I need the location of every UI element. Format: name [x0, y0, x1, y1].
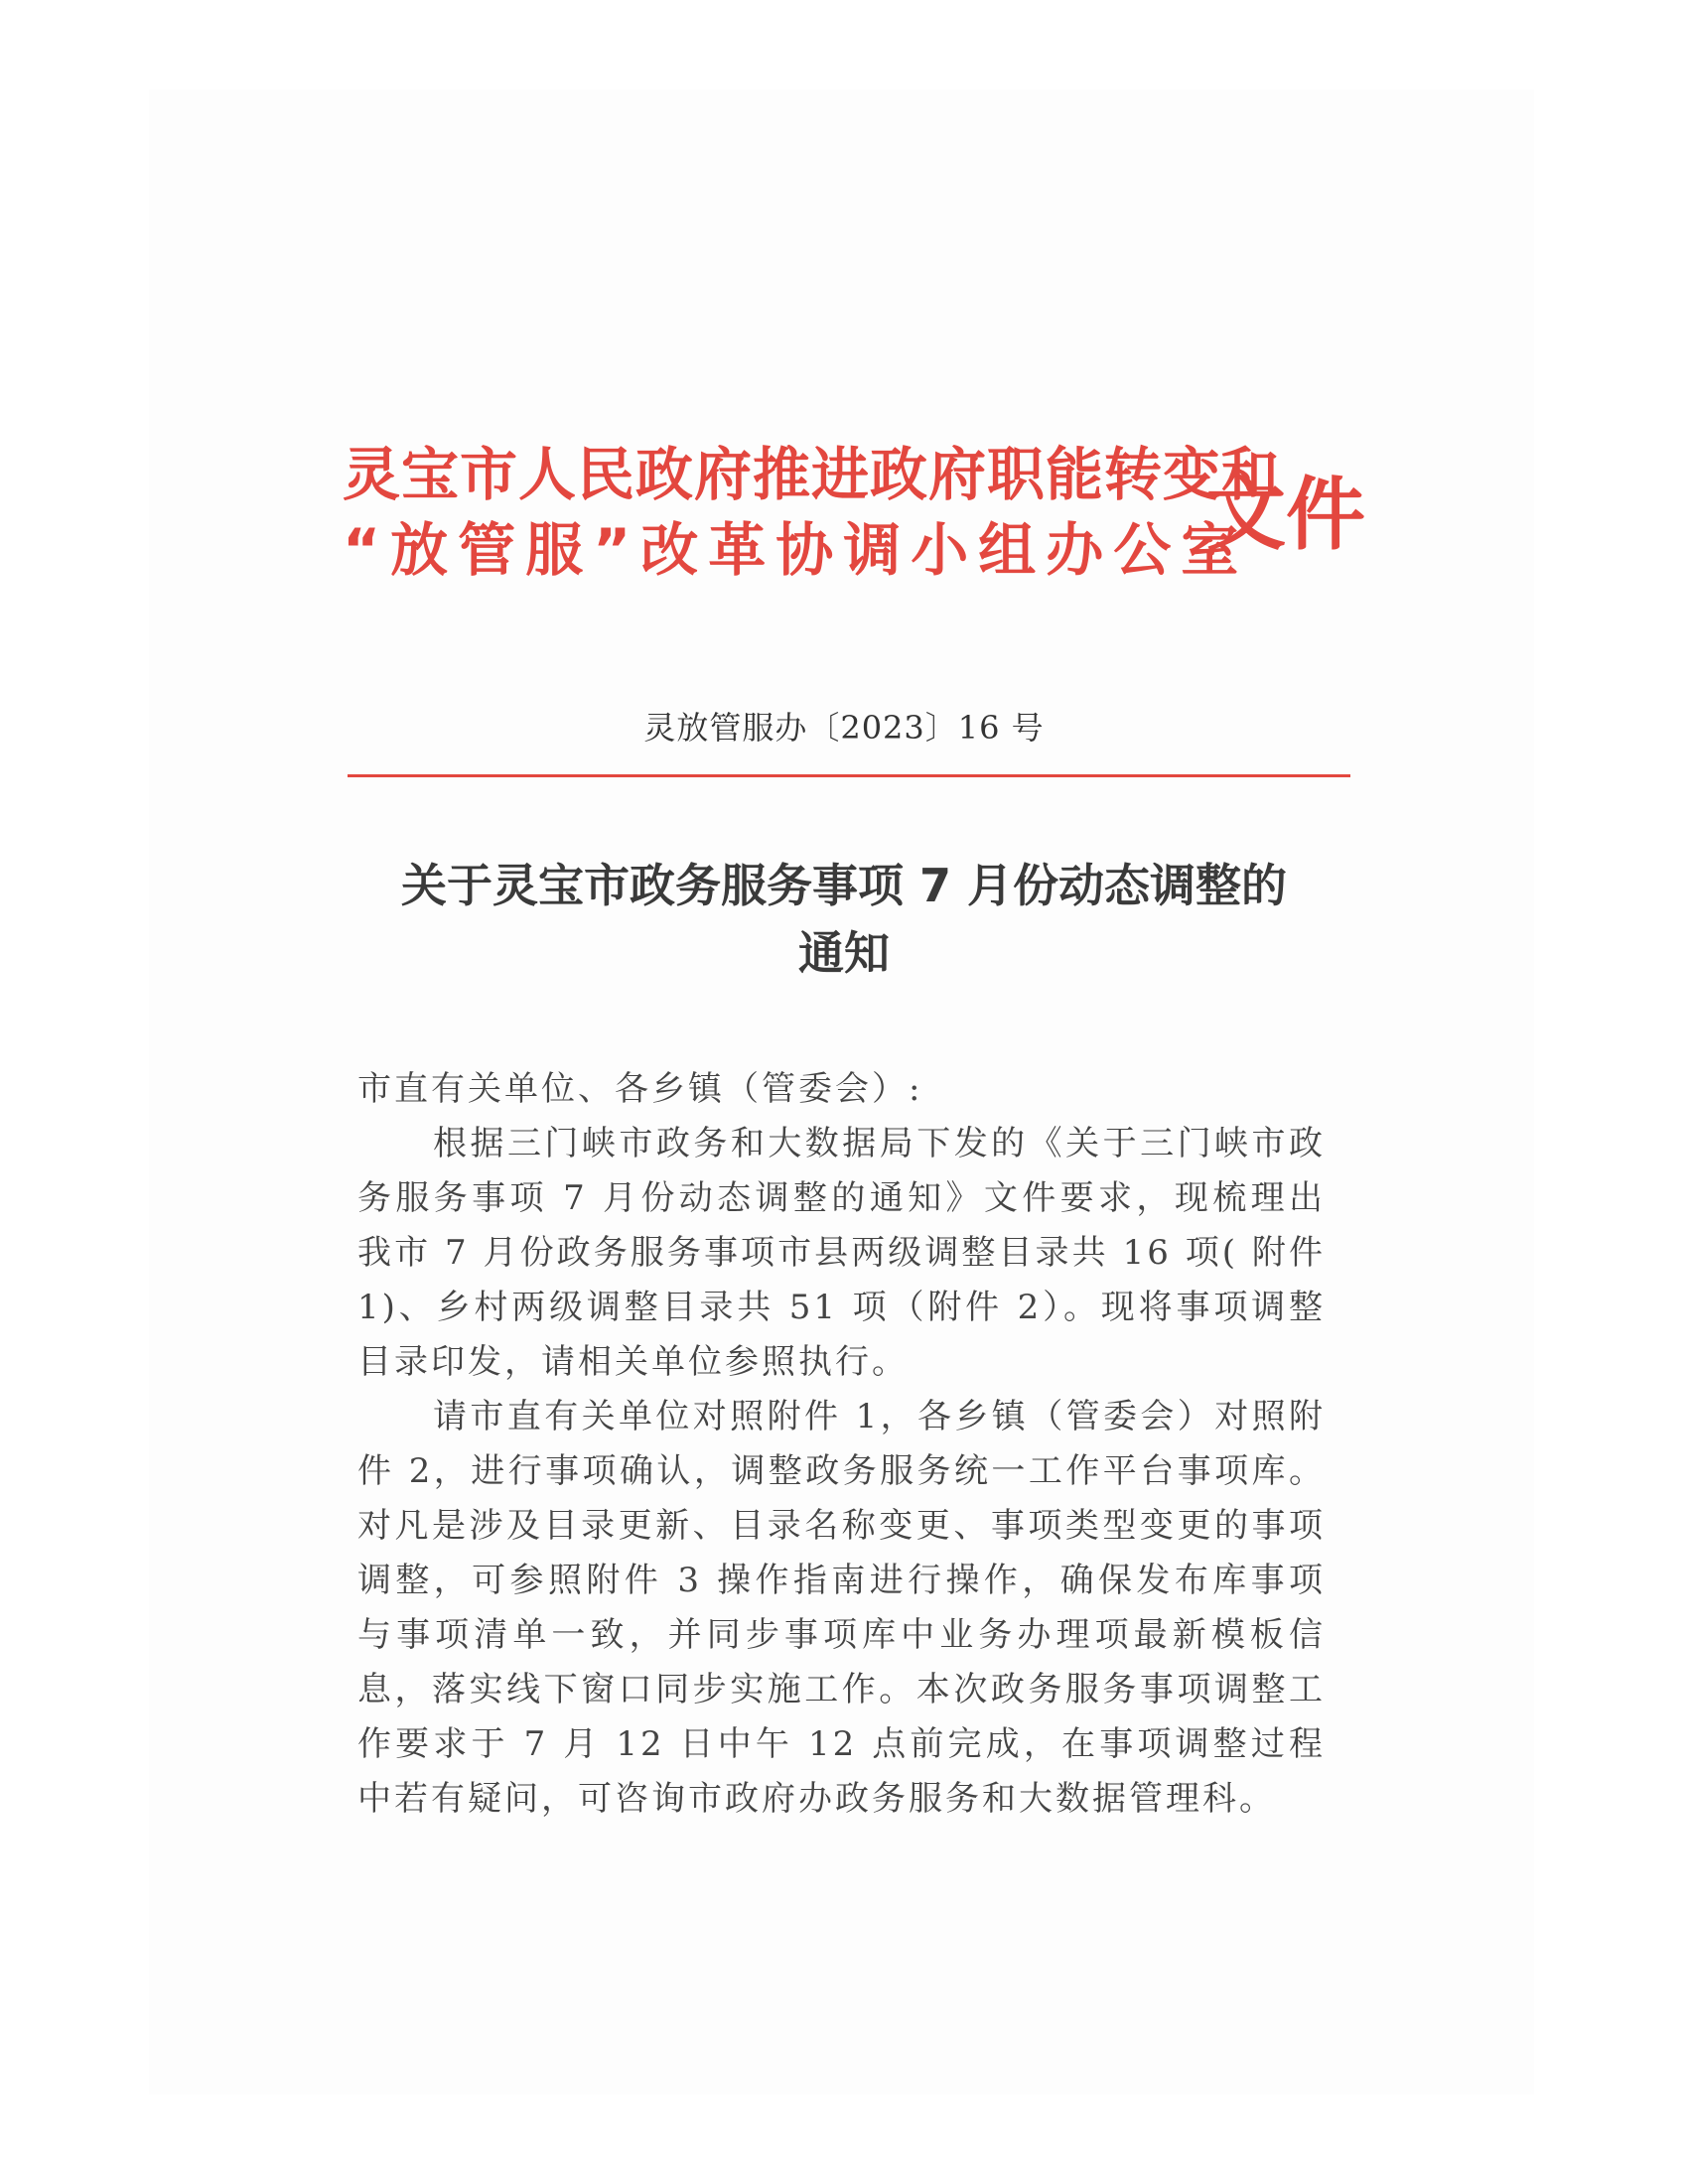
salutation: 市直有关单位、各乡镇（管委会）: [357, 1069, 923, 1109]
document-header [343, 437, 1365, 601]
body-paragraph-2: 请市直有关单位对照附件 1，各乡镇（管委会）对照附件 2，进行事项确认，调整政务服务统一工作平台事项库。对凡是涉及目录更新、目录名称变更、事项类型变更的事项调整，可参照附件 3 操作指南进行操作，确保发布库事项与事项清单一致，并同步事项库中业务办理项最新模板信息，落实线下窗口同步实施工作。本次政务服务事项调整工作要求于 7 月 12 日中午 12 点前完成，在事项调整过程中若有疑问，可咨询市政府办政务服务和大数据管理科。 [357, 1397, 1326, 1819]
document-title [338, 852, 1350, 987]
issuer-line-1: 灵宝市人民政府推进政府职能转变和 [343, 441, 1281, 508]
document-type-suffix: 文件 [1206, 469, 1365, 561]
issuer-line-2: “放管服”改革协调小组办公室 [343, 516, 1249, 584]
red-divider-line [348, 774, 1350, 777]
document-number: 灵放管服办〔2023〕16 号 [643, 709, 1045, 747]
title-line-1: 关于灵宝市政务服务事项 7 月份动态调整的 [400, 859, 1288, 912]
body-paragraph-1: 根据三门峡市政务和大数据局下发的《关于三门峡市政务服务事项 7 月份动态调整的通知》文件要求，现梳理出我市 7 月份政务服务事项市县两级调整目录共 16 项( 附件 1)、乡村两级调整目录共 51 项（附件 2）。现将事项调整目录印发，请相关单位参照执行。 [357, 1124, 1326, 1382]
issuer-name [343, 437, 1280, 588]
title-line-2: 通知 [798, 926, 890, 980]
document-body [357, 1062, 1326, 1827]
